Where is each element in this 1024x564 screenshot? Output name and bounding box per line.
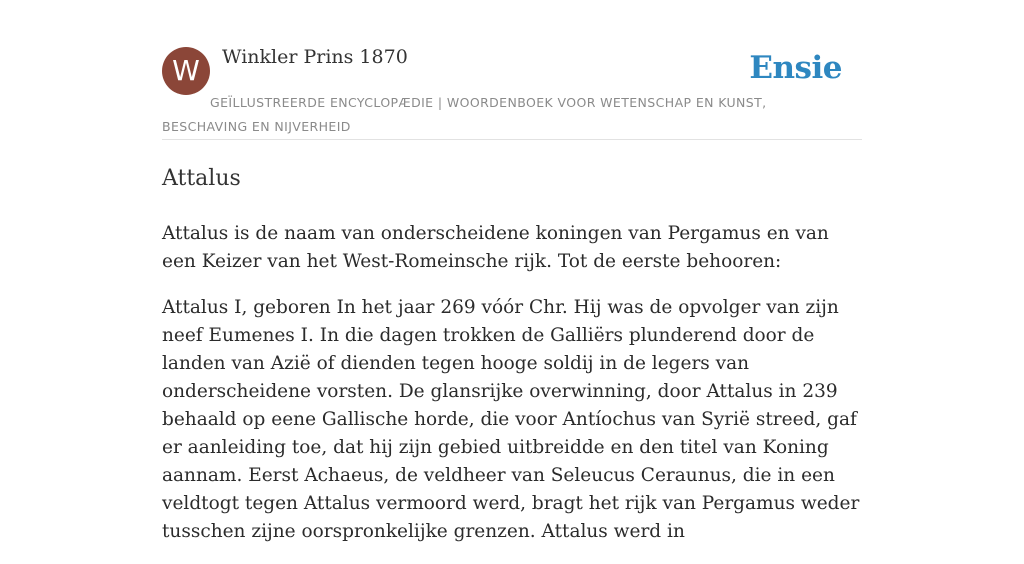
source-avatar[interactable]: W — [162, 47, 210, 95]
ensie-logo[interactable]: Ensie — [749, 50, 842, 86]
source-subtitle: GEÏLLUSTREERDE ENCYCLOPÆDIE | WOORDENBOEK VOOR WETENSCHAP EN KUNST, BESCHAVING EN NIJVERHEID — [162, 95, 767, 134]
article-title: Attalus — [162, 166, 241, 191]
article-paragraph: Attalus is de naam van onderscheidene koningen van Pergamus en van een Keizer van het West-Romeinsche rijk. Tot de eerste behooren: — [162, 223, 829, 272]
article — [162, 164, 862, 564]
article-paragraph: Attalus I, geboren In het jaar 269 vóór Chr. Hij was de opvolger van zijn neef Eumenes I. In die dagen trokken de Galliërs plunderend door de landen van Azië of dienden tegen hooge soldij in de legers van onderscheidene vorsten. De glansrijke overwinning, door Attalus in 239 behaald op eene Gallische horde, die voor Antíochus van Syrië streed, gaf er aanleiding toe, dat hij zijn gebied uitbreidde en den titel van Koning aannam. Eerst Achaeus, de veldheer van Seleucus Ceraunus, die in een veldtogt tegen Attalus vermoord werd, bragt het rijk van Pergamus weder tusschen zijne oorspronkelijke grenzen. Attalus werd in — [162, 297, 860, 542]
source-title-link[interactable]: Winkler Prins 1870 — [222, 46, 408, 68]
source-header — [162, 46, 862, 140]
